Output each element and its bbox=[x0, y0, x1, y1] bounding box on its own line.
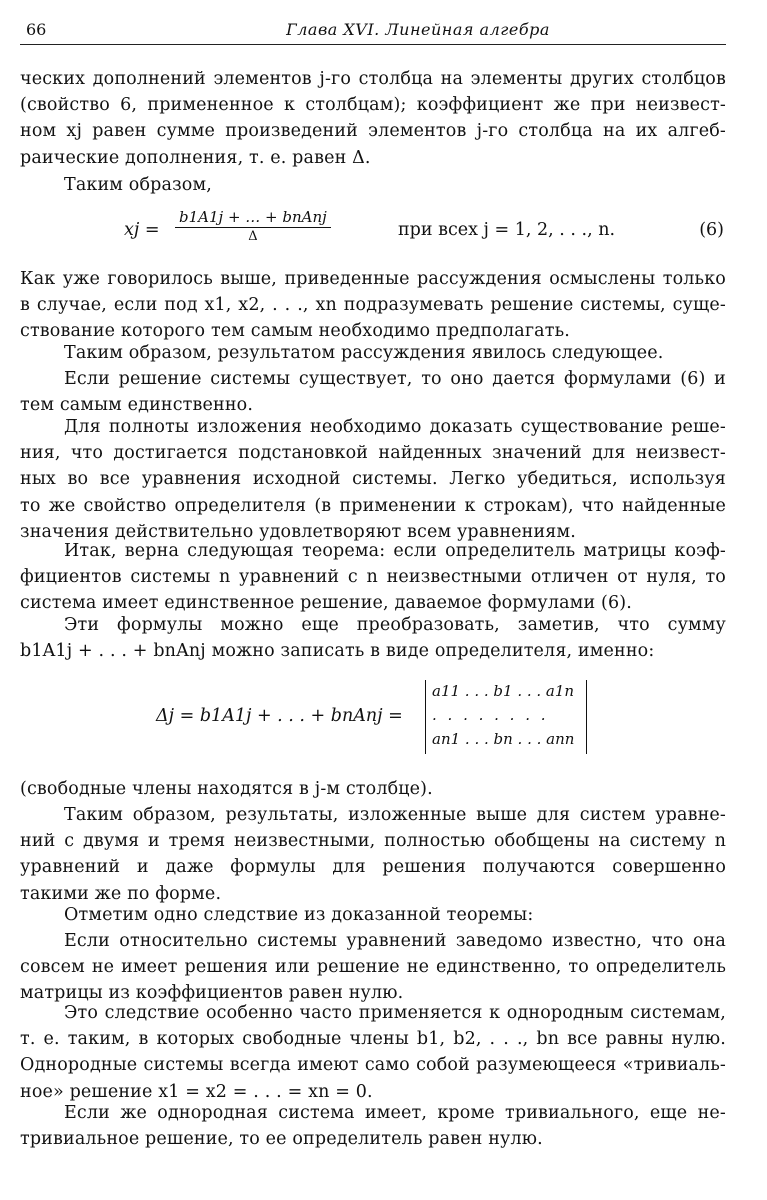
determinant-row-3: an1 . . . bn . . . ann bbox=[432, 730, 575, 748]
paragraph-2 bbox=[20, 172, 726, 198]
paragraph-11 bbox=[20, 902, 726, 928]
text-line: то же свойство определителя (в применении к строкам), что найденные bbox=[20, 495, 726, 516]
paragraph-10 bbox=[20, 802, 726, 907]
determinant-row-1: a11 . . . b1 . . . a1n bbox=[432, 682, 575, 700]
text-line: (свободные члены находятся в j-м столбце). bbox=[20, 779, 433, 799]
text-line: b1A1j + . . . + bnAnj можно записать в виде определителя, именно: bbox=[20, 641, 655, 662]
text-line: уравнений и даже формулы для решения получаются совершенно bbox=[20, 857, 726, 878]
paragraph-12 bbox=[20, 928, 726, 1007]
text-line: (свойство 6, примененное к столбцам); коэффициент же при неизвест- bbox=[20, 95, 726, 116]
text-line: Как уже говорилось выше, приведенные рассуждения осмыслены только bbox=[20, 269, 726, 289]
text-line: т. е. таким, в которых свободные члены b1, b2, . . ., bn все равны нулю. bbox=[20, 1029, 726, 1050]
text-line: матрицы из коэффициентов равен нулю. bbox=[20, 983, 404, 1004]
text-line: тривиальное решение, то ее определитель равен нулю. bbox=[20, 1129, 543, 1150]
text-line: ческих дополнений элементов j-го столбца на элементы других столбцов bbox=[20, 69, 726, 89]
text-line: тем самым единственно. bbox=[20, 395, 254, 416]
text-line: ствование которого тем самым необходимо предполагать. bbox=[20, 321, 570, 342]
text-line: ния, что достигается подстановкой найденных значений для неизвест- bbox=[20, 443, 726, 464]
paragraph-5 bbox=[20, 366, 726, 418]
paragraph-4 bbox=[20, 340, 726, 366]
text-line: Таким образом, результатом рассуждения явилось следующее. bbox=[64, 343, 664, 363]
determinant-row-2: . . . . . . . . bbox=[432, 706, 549, 724]
paragraph-1 bbox=[20, 66, 726, 171]
text-line: ное» решение x1 = x2 = . . . = xn = 0. bbox=[20, 1081, 373, 1102]
determinant-matrix bbox=[425, 680, 587, 754]
paragraph-14 bbox=[20, 1100, 726, 1152]
formula-6-fraction bbox=[175, 208, 331, 244]
formula-6-condition: при всех j = 1, 2, . . ., n. bbox=[398, 220, 616, 240]
paragraph-7 bbox=[20, 538, 726, 617]
page-number: 66 bbox=[26, 20, 47, 39]
paragraph-6 bbox=[20, 414, 726, 545]
text-line: значения действительно удовлетворяют всем уравнениям. bbox=[20, 521, 576, 542]
text-line: Это следствие особенно часто применяется к однородным системам, bbox=[64, 1003, 726, 1023]
paragraph-13 bbox=[20, 1000, 726, 1105]
text-line: Однородные системы всегда имеют само собой разумеющееся «тривиаль- bbox=[20, 1055, 726, 1076]
formula-6-numerator: b1A1j + … + bnAnj bbox=[175, 208, 331, 228]
text-line: Отметим одно следствие из доказанной теоремы: bbox=[64, 905, 534, 925]
text-line: в случае, если под x1, x2, . . ., xn подразумевать решение системы, суще- bbox=[20, 295, 726, 316]
text-line: Если относительно системы уравнений заведомо известно, что она bbox=[64, 931, 726, 951]
text-line: Для полноты изложения необходимо доказать существование реше- bbox=[64, 417, 726, 437]
text-line: совсем не имеет решения или решение не единственно, то определитель bbox=[20, 957, 726, 978]
text-line: Эти формулы можно еще преобразовать, заметив, что сумму bbox=[64, 615, 726, 635]
text-line: система имеет единственное решение, даваемое формулами (6). bbox=[20, 593, 632, 614]
formula-6-denominator: Δ bbox=[248, 229, 258, 244]
formula-6-lhs: xj = bbox=[124, 220, 160, 240]
running-title: Глава XVI. Линейная алгебра bbox=[286, 20, 550, 39]
text-line: ных во все уравнения исходной системы. Легко убедиться, используя bbox=[20, 469, 726, 490]
text-line: Итак, верна следующая теорема: если определитель матрицы коэф- bbox=[64, 541, 726, 561]
determinant-formula-lhs bbox=[20, 706, 726, 734]
text-line: Таким образом, bbox=[64, 175, 212, 195]
text-line: Если же однородная система имеет, кроме тривиального, еще не- bbox=[64, 1103, 726, 1123]
text-line: Если решение системы существует, то оно дается формулами (6) и bbox=[64, 369, 726, 389]
text-line: такими же по форме. bbox=[20, 883, 222, 904]
paragraph-3 bbox=[20, 266, 726, 345]
text-line: ном xj равен сумме произведений элементов j-го столбца на их алгеб- bbox=[20, 121, 726, 142]
determinant-lhs: Δj = b1A1j + . . . + bnAnj = bbox=[156, 706, 403, 726]
paragraph-9 bbox=[20, 776, 726, 802]
text-line: ний с двумя и тремя неизвестными, полностью обобщены на систему n bbox=[20, 831, 726, 852]
page-header bbox=[20, 18, 726, 45]
formula-6 bbox=[20, 208, 726, 252]
text-line: фициентов системы n уравнений с n неизвестными отличен от нуля, то bbox=[20, 567, 726, 588]
text-line: раические дополнения, т. е. равен Δ. bbox=[20, 147, 371, 168]
equation-number: (6) bbox=[699, 220, 724, 240]
text-line: Таким образом, результаты, изложенные выше для систем уравне- bbox=[64, 805, 726, 825]
paragraph-8 bbox=[20, 612, 726, 664]
